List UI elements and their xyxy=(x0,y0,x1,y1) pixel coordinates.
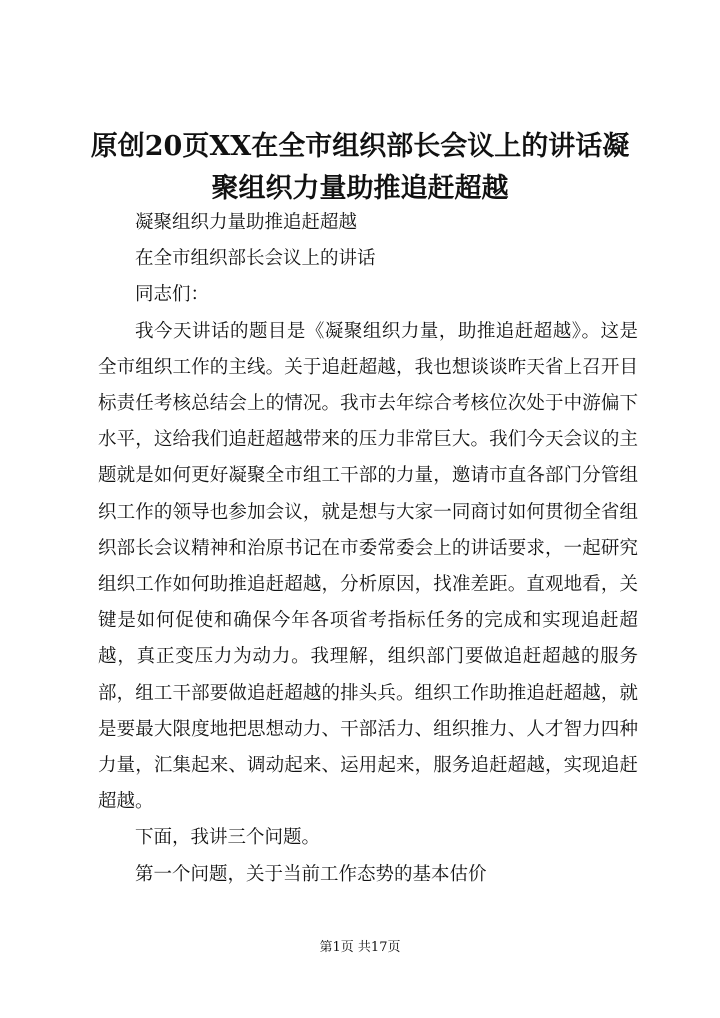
occasion-paragraph: 在全市组织部长会议上的讲话 xyxy=(135,248,376,270)
page-footer: 第1页 共17页 xyxy=(319,940,401,955)
document-body xyxy=(98,205,638,893)
salutation-paragraph: 同志们： xyxy=(135,284,210,306)
subtitle-paragraph: 凝聚组织力量助推追赶超越 xyxy=(135,212,358,233)
transition-paragraph: 下面，我讲三个问题。 xyxy=(135,827,321,849)
section-heading-paragraph: 第一个问题，关于当前工作态势的基本估价 xyxy=(135,863,487,885)
main-paragraph: 我今天讲话的题目是《凝聚组织力量，助推追赶超越》。这是全市组织工作的主线。关于追赶超越，我也想谈谈昨天省上召开目标责任考核总结会上的情况。我市去年综合考核位次处于中游偏下水平，这给我们追赶超越带来的压力非常巨大。我们今天会议的主题就是如何更好凝聚全市组工干部的力量，邀请市直各部门分管组织工作的领导也参加会议，就是想与大家一同商讨如何贯彻全省组织部长会议精神和治原书记在市委常委会上的讲话要求，一起研究组织工作如何助推追赶超越，分析原因，找准差距。直观地看，关键是如何促使和确保今年各项省考指标任务的完成和实现追赶超越，真正变压力为动力。我理解，组织部门要做追赶超越的服务部，组工干部要做追赶超越的排头兵。组织工作助推追赶超越，就是要最大限度地把思想动力、干部活力、组织推力、人才智力四种力量，汇集起来、调动起来、运用起来，服务追赶超越，实现追赶超越。 xyxy=(98,320,638,813)
document-title: 原创20页XX在全市组织部长会议上的讲话凝聚组织力量助推追赶超越 xyxy=(90,131,630,204)
